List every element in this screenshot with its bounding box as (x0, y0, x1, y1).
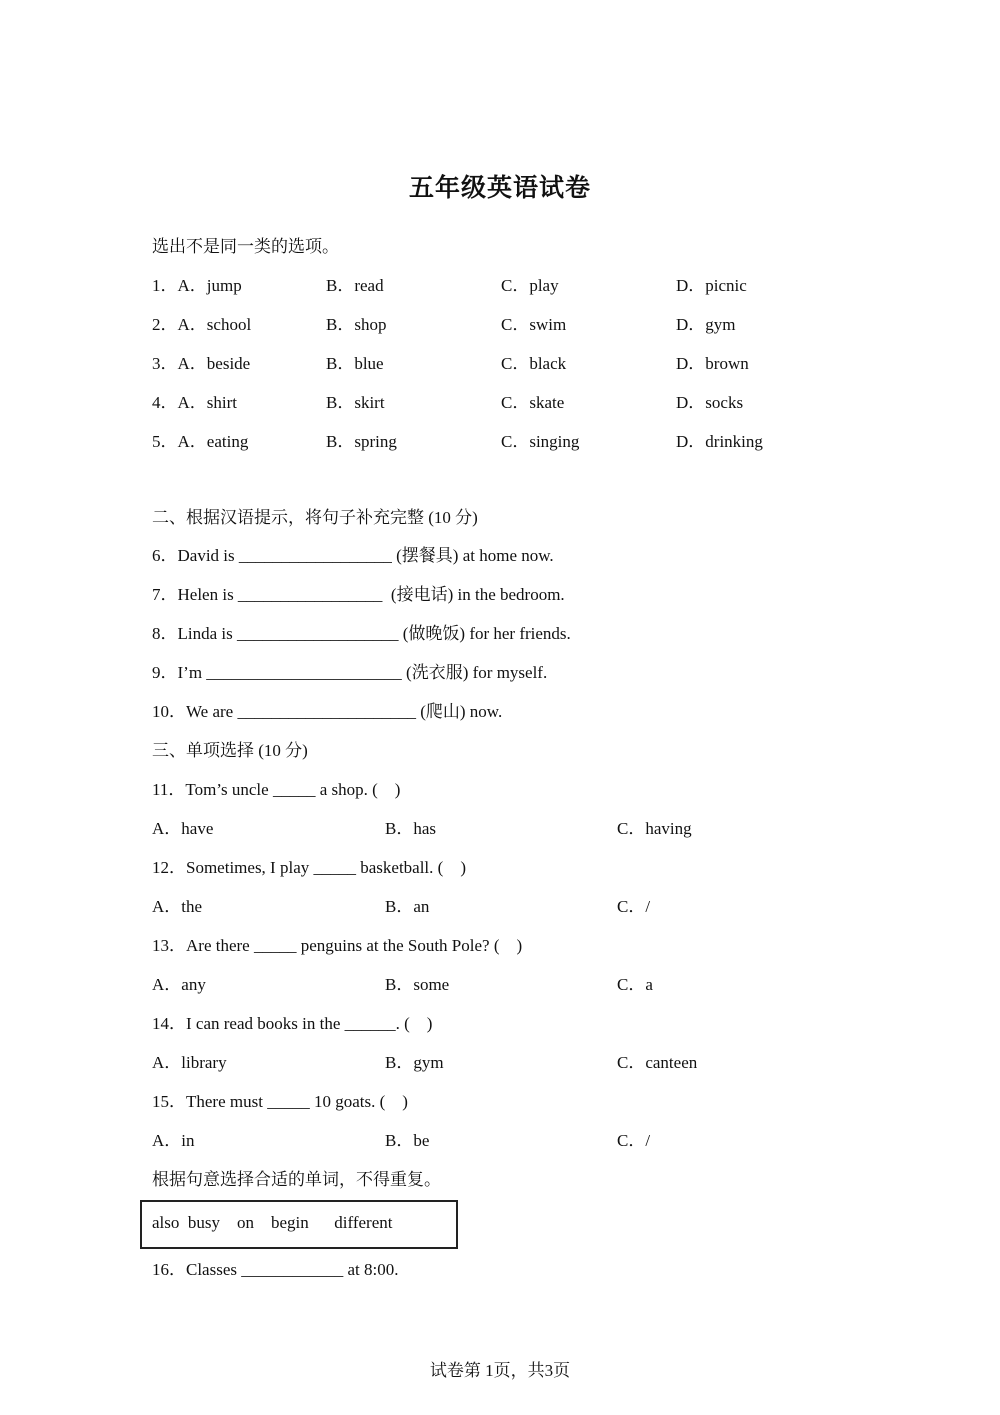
q15-option-a: A．in (152, 1131, 195, 1150)
q12-option-c: C．/ (617, 897, 651, 916)
option-c: C．singing (501, 432, 580, 451)
option-b: B．spring (326, 432, 397, 451)
q14-option-a: A．library (152, 1053, 227, 1072)
option-c: C．black (501, 354, 567, 373)
q11-option-a: A．have (152, 819, 214, 838)
q15-option-c: C．/ (617, 1131, 651, 1150)
q11-option-c: C．having (617, 819, 692, 838)
option-c: C．swim (501, 315, 567, 334)
q14-option-b: B．gym (385, 1053, 444, 1072)
fill-in-item-10: 10．We are _____________________ (爬山) now. (152, 702, 503, 721)
q11-option-b: B．has (385, 819, 436, 838)
section3-heading: 三、单项选择 (10 分) (152, 741, 308, 760)
fill-in-item-9: 9．I’m _______________________ (洗衣服) for myself. (152, 663, 548, 682)
option-a: 3．A．beside (152, 354, 251, 373)
page-footer: 试卷第 1页，共3页 (429, 1361, 571, 1380)
option-a: 5．A．eating (152, 432, 249, 451)
fill-in-item-7: 7．Helen is _________________ (接电话) in the bedroom. (152, 585, 565, 604)
option-d: D．drinking (676, 432, 763, 451)
option-c: C．play (501, 276, 559, 295)
question-12-stem: 12．Sometimes, I play _____ basketball. ( ) (152, 858, 466, 877)
q14-option-c: C．canteen (617, 1053, 698, 1072)
section4-heading: 根据句意选择合适的单词，不得重复。 (152, 1170, 441, 1189)
q13-option-b: B．some (385, 975, 450, 994)
page-title: 五年级英语试卷 (408, 173, 591, 202)
option-b: B．skirt (326, 393, 385, 412)
q15-option-b: B．be (385, 1131, 430, 1150)
question-15-stem: 15．There must _____ 10 goats. ( ) (152, 1092, 408, 1111)
option-a: 2．A．school (152, 315, 252, 334)
section1-heading: 选出不是同一类的选项。 (152, 237, 339, 256)
option-b: B．shop (326, 315, 387, 334)
fill-in-item-6: 6．David is __________________ (摆餐具) at home now. (152, 546, 554, 565)
question-14-stem: 14．I can read books in the ______. ( ) (152, 1014, 433, 1033)
option-d: D．gym (676, 315, 736, 334)
word-bank-box (140, 1200, 458, 1249)
q12-option-a: A．the (152, 897, 203, 916)
section2-heading: 二、根据汉语提示，将句子补充完整 (10 分) (152, 508, 478, 527)
option-b: B．read (326, 276, 384, 295)
q13-option-c: C．a (617, 975, 653, 994)
option-a: 1．A．jump (152, 276, 242, 295)
option-d: D．picnic (676, 276, 747, 295)
fill-in-item-8: 8．Linda is ___________________ (做晚饭) for her friends. (152, 624, 571, 643)
q12-option-b: B．an (385, 897, 430, 916)
option-b: B．blue (326, 354, 384, 373)
question-13-stem: 13．Are there _____ penguins at the South Pole? ( ) (152, 936, 523, 955)
option-d: D．brown (676, 354, 749, 373)
option-c: C．skate (501, 393, 565, 412)
fill-in-item-16: 16．Classes ____________ at 8:00. (152, 1260, 399, 1279)
question-11-stem: 11．Tom’s uncle _____ a shop. ( ) (152, 780, 401, 799)
word-bank-words: also busy on begin different (152, 1213, 393, 1232)
q13-option-a: A．any (152, 975, 206, 994)
option-d: D．socks (676, 393, 744, 412)
option-a: 4．A．shirt (152, 393, 237, 412)
